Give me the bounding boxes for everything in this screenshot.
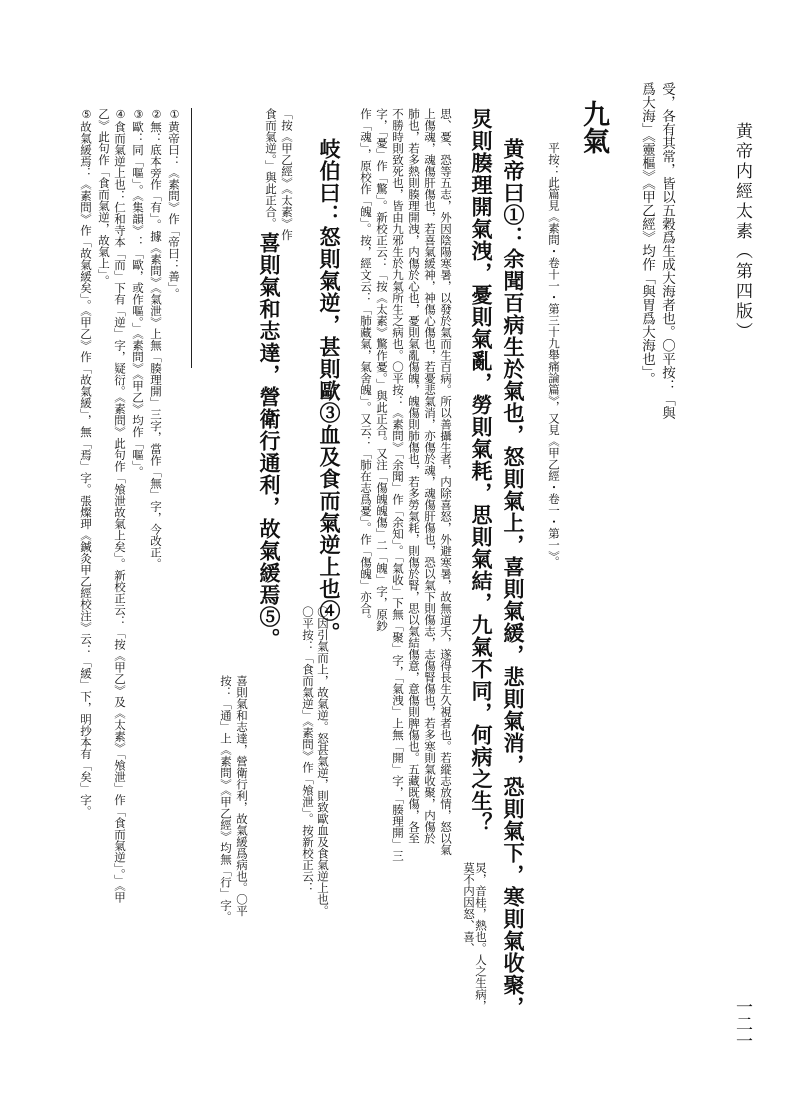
commentary-line: 上傷魂，魂傷肝傷也，若喜氣緩神，神傷心傷也，若憂悲氣消，亦傷於魂，魂傷肝傷也，恐以氣下則傷志，志傷腎傷也，若多寒則氣收聚，内傷於 [423, 108, 437, 844]
main-text-line: 黄帝曰①：余聞百病生於氣也，怒則氣上，喜則氣緩，悲則氣消，恐則氣下，寒則氣收聚， [501, 138, 526, 1018]
footnote-number: ① [168, 108, 181, 121]
footnote-number: ② [150, 108, 163, 121]
footnote-text: 無：底本旁作「有」。據《素問》《氣泄》上無「腠理開」三字，當作「無」字，今改正。 [149, 121, 163, 570]
carryover-line-1: 受，各有其常，皆以五穀爲生成大海者也。〇平按：「與 [659, 82, 675, 420]
footnote [114, 108, 126, 903]
page-number: 一二一 [732, 998, 752, 1049]
footnote-separator [191, 108, 192, 368]
section-intro: 平按：此篇見《素問・卷十一・第三十九舉痛論篇》，又見《甲乙經・卷一・第一》。 [547, 142, 561, 568]
commentary-line: 食而氣逆。」與此正合。 [264, 108, 278, 229]
carryover-line-2: 爲大海」《靈樞》《甲乙經》均作「與胃爲大海也」。 [639, 82, 655, 386]
footnote-number: ④ [114, 108, 127, 121]
commentary-line: 喜則氣和志達，營衛行利，故氣緩爲病也。〇平 [235, 675, 249, 917]
commentary-line: 肺也，若多熱則腠理開洩，内傷於心也，憂則氣亂傷魄，魄傷則肺傷也，若多勞氣耗，則傷於腎，思以氣結傷意，意傷則脾傷也。五藏既傷，各至 [407, 108, 421, 844]
footnote-number: ⑤ [80, 108, 93, 121]
commentary-line: 〇因引氣而上，故氣逆。怒甚氣逆，則致歐血及食氣逆上也。 [316, 606, 330, 917]
footnote-text: 食而氣逆上也：仁和寺本「而」下有「逆」字，疑衍。《素問》此句作「飧泄故氣上矣」。新校正云：「按《甲乙》及《太素》「飧泄」作「食而氣逆」。」《甲 [113, 121, 127, 903]
main-text-line: 喜則氣和志達，營衛行通利，故氣緩焉⑤。 [257, 232, 282, 650]
section-title: 九氣 [578, 100, 609, 154]
footnote-number: ③ [132, 108, 145, 121]
commentary-line: 作「魂」，原校作「魄」。按，經文云：「肺藏氣，氣舍魄」。又云：「肺在志爲憂」。作「傷魄」亦合。 [359, 108, 373, 626]
footnote-continuation [98, 108, 110, 286]
footnote-text: 故氣緩焉：《素問》作「故氣緩矣」。《甲乙》作「故氣緩」，無「焉」字。張燦玾《鍼灸甲乙經校注》云：「緩」下，明抄本有「矣」字。 [79, 121, 93, 817]
commentary-line: 字，「憂」作「驚」。新校正云：「按《太素》驚作憂。」與此正合。又注「傷魄魄傷」二「魄」字，原鈔 [375, 108, 389, 632]
commentary-line: 「按《甲乙經》《太素》作 [280, 108, 294, 241]
footnote [80, 108, 92, 817]
main-text-line: 炅則腠理開氣洩，憂則氣亂，勞則氣耗，思則氣結，九氣不同，何病之生？ [469, 108, 494, 834]
book-title: 黄帝内經太素（第四版） [732, 122, 752, 342]
commentary-line: 不勝時則致死也，皆由九邪生於九氣所生之病也。〇平按：《素問》「余聞」作「余知」。「氣收」下無「聚」字，「氣洩」上無「開」字，「腠理開」三 [391, 108, 405, 862]
commentary-line: 思、憂、恐等五志，外因陰陽寒暑，以發於氣而生百病。所以善攝生者，内除喜怒，外避寒暑，故無道夭，遂得長生久視者也。若縱志放情，怒以氣 [439, 108, 453, 856]
footnote [132, 108, 144, 478]
footnote-text: 乙》此句作「食而氣逆，故氣上」。 [97, 108, 111, 287]
inline-commentary: 炅，音桂，熱也。人之生病，莫不内因怒、喜、 [461, 862, 488, 1012]
commentary-line: 按：「通」上《素問》《甲乙經》均無「行」字。 [219, 675, 233, 923]
main-text-line: 岐伯曰：怒則氣逆，甚則歐③血及食而氣逆上也④。 [317, 138, 342, 644]
footnote [168, 108, 180, 299]
footnote-text: 歐：同「嘔」。《集韻》：「歐，或作嘔。」《素問》《甲乙》均作「嘔」。 [131, 121, 145, 478]
footnote [150, 108, 162, 570]
commentary-line: 〇平按：「食而氣逆」《素問》作「飧泄」。按新校正云： [301, 606, 315, 894]
footnote-text: 黄帝曰：《素問》作「帝曰：善」。 [167, 121, 181, 300]
